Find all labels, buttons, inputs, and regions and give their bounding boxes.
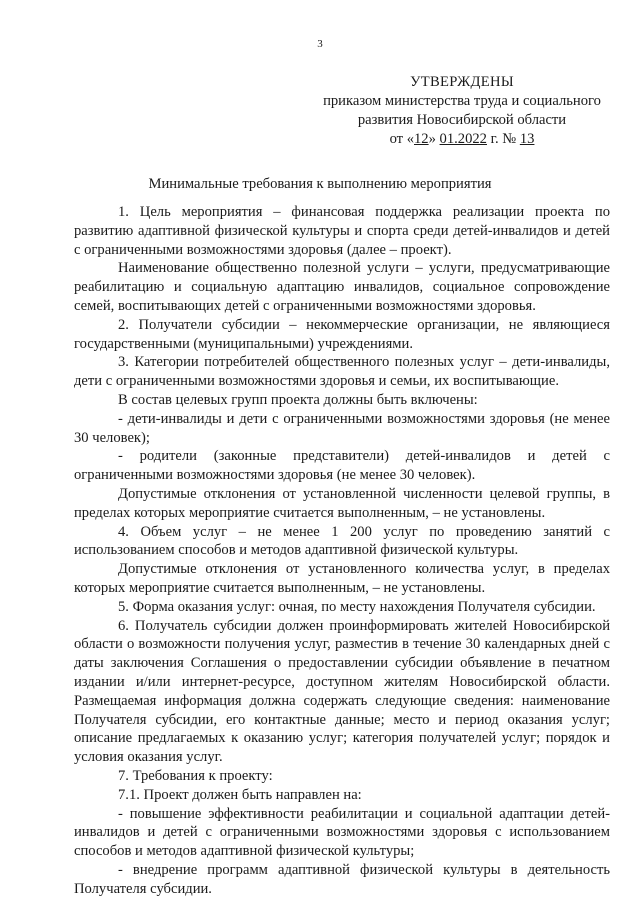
paragraph-project-aim: 7.1. Проект должен быть направлен на: — [118, 786, 362, 803]
list-item-children: - дети-инвалиды и дети с ограниченными возможностями здоровья (не менее 30 человек); — [74, 410, 610, 446]
paragraph-service-form: 5. Форма оказания услуг: очная, по месту нахождения Получателя субсидии. — [118, 598, 596, 615]
paragraph-consumer-categories: 3. Категории потребителей общественного полезных услуг – дети-инвалиды, дети с ограниченными возможностями здоровья и семьи, их воспитывающие. — [74, 354, 610, 390]
date-prefix: от « — [389, 131, 414, 147]
approval-date-line — [312, 130, 612, 149]
date-month-year: 01.2022 — [439, 131, 487, 147]
document-body — [74, 203, 610, 898]
document-title: Минимальные требования к выполнению мероприятия — [148, 176, 492, 192]
approval-heading: УТВЕРЖДЕНЫ — [410, 74, 514, 90]
approval-block — [312, 73, 612, 149]
paragraph-information: 6. Получатель субсидии должен проинформировать жителей Новосибирской области о возможности получения услуг, разместив в течение 30 календарных дней с даты заключения Соглашения о предоставлении субсидии объявление в печатном издании и/или интернет-ресурсе, доступном жителям Новосибирской области. Размещаемая информация должна содержать следующие сведения: наименование Получателя субсидии, его контактные данные; место и период оказания услуг; описание предлагаемых к оказанию услуг; категория получателей услуг; порядок и условия оказания услуг. — [74, 617, 610, 766]
list-item-parents: - родители (законные представители) детей-инвалидов и детей с ограниченными возможностями здоровья (не менее 30 человек). — [74, 448, 610, 484]
date-mid: » — [428, 131, 440, 147]
order-number: 13 — [519, 131, 535, 147]
paragraph-service-volume: 4. Объем услуг – не менее 1 200 услуг по проведению занятий с использованием способов и методов адаптивной физической культуры. — [74, 523, 610, 559]
approval-order-line: приказом министерства труда и социального — [323, 93, 601, 109]
paragraph-group-deviations: Допустимые отклонения от установленной численности целевой группы, в пределах которых мероприятие считается выполненным, – не установлены. — [74, 485, 610, 521]
date-year-suffix: г. № — [486, 131, 520, 147]
list-item-programs: - внедрение программ адаптивной физической культуры в деятельность Получателя субсидии. — [74, 861, 610, 897]
list-item-rehabilitation: - повышение эффективности реабилитации и социальной адаптации детей-инвалидов и детей с ограниченными возможностями здоровья с использованием способов и методов адаптивной физической культуры; — [74, 805, 610, 860]
paragraph-service-name: Наименование общественно полезной услуги – услуги, предусматривающие реабилитацию и социальную адаптацию инвалидов, социальное сопровождение семей, воспитывающих детей с ограниченными возможностями здоровья. — [74, 260, 610, 314]
paragraph-recipients: 2. Получатели субсидии – некоммерческие организации, не являющиеся государственными (муниципальными) учреждениями. — [74, 316, 610, 352]
paragraph-project-requirements: 7. Требования к проекту: — [118, 767, 273, 784]
date-day: 12 — [414, 131, 429, 147]
approval-ministry-line: развития Новосибирской области — [357, 112, 567, 128]
page-number: 3 — [317, 38, 323, 50]
paragraph-target-groups: В состав целевых групп проекта должны быть включены: — [118, 391, 478, 408]
paragraph-goal: 1. Цель мероприятия – финансовая поддержка реализации проекта по развитию адаптивной физической культуры и спорта среди детей-инвалидов и детей с ограниченными возможностями здоровья (далее – проект). — [74, 204, 610, 258]
paragraph-volume-deviations: Допустимые отклонения от установленного количества услуг, в пределах которых мероприятие считается выполненным, – не установлены. — [74, 561, 610, 596]
